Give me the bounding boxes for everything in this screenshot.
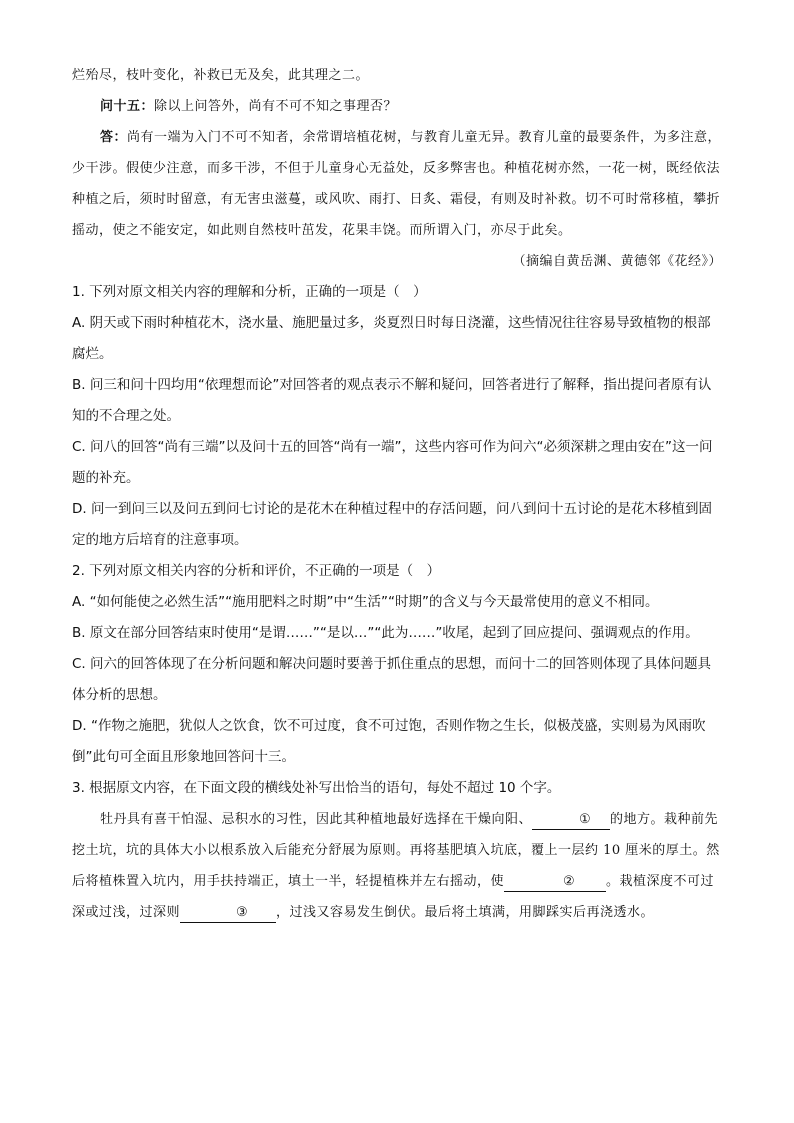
answer-15-text: 尚有一端为入门不可不知者，余常谓培植花树，与教育儿童无异。教育儿童的最要条件，为多注意，少干涉。假使少注意，而多干涉，不但于儿童身心无益处，反多弊害也。种植花树亦然，一花一树，既经依法种植之后，须时时留意，有无害虫滋蔓，或风吹、雨打、日炙、霜侵，有则及时补救。切不可时常移植，攀折摇动，使之不能安定，如此则自然枝叶茁发，花果丰饶。而所谓入门，亦尽于此矣。 xyxy=(72,130,722,238)
option-b: B. 原文在部分回答结束时使用“是谓……”“是以…”“此为……”收尾，起到了回应提问、强调观点的作用。 xyxy=(72,625,699,641)
option-c: C. 问六的回答体现了在分析问题和解决问题时要善于抓住重点的思想，而问十二的回答则体现了具体问题具体分析的思想。 xyxy=(72,656,712,703)
passage-continued-line: 烂殆尽，枝叶变化，补救已无及矣，此其理之二。 xyxy=(72,68,370,83)
source-citation: （摘编自黄岳渊、黄德邻《花经》） xyxy=(512,254,722,269)
document-page xyxy=(72,60,722,928)
fill-text-3: 。栽植深度不可过深或过浅，过深则 xyxy=(72,874,715,920)
question-15 xyxy=(72,91,722,122)
question-stem: 3. 根据原文内容，在下面文段的横线处补写出恰当的语句，每处不超过 10 个字。 xyxy=(72,780,561,796)
blank-2: ② xyxy=(504,873,606,892)
question-3 xyxy=(72,773,722,928)
blank-3: ③ xyxy=(180,904,276,923)
question-1 xyxy=(72,277,722,556)
fill-text-2: 的地方。栽种前先挖土坑，坑的具体大小以根系放入后能充分舒展为原则。再将基肥填入坑底，覆上一层约 10 厘米的厚土。然后将植株置入坑内，用手扶持端正，填土一半，轻提植株并左右摇动，使 xyxy=(72,812,720,889)
question-15-text: 除以上问答外，尚有不可不知之事理否？ xyxy=(154,99,398,114)
fill-text-4: ，过浅又容易发生倒伏。最后将土填满，用脚踩实后再浇透水。 xyxy=(276,905,655,920)
question-stem: 1. 下列对原文相关内容的理解和分析，正确的一项是（ ） xyxy=(72,284,427,300)
question-2 xyxy=(72,556,722,773)
option-a: A. “如何能使之必然生活”“施用肥料之时期”中“生活”“时期”的含义与今天最常使用的意义不相同。 xyxy=(72,594,659,610)
answer-15 xyxy=(72,122,722,246)
option-b: B. 问三和问十四均用“依理想而论”对回答者的观点表示不解和疑问，回答者进行了解释，指出提问者原有认知的不合理之处。 xyxy=(72,377,712,424)
option-a: A. 阴天或下雨时种植花木，浇水量、施肥量过多，炎夏烈日时每日浇灌，这些情况往往容易导致植物的根部腐烂。 xyxy=(72,315,711,362)
blank-1: ① xyxy=(532,811,610,830)
option-c: C. 问八的回答“尚有三端”以及问十五的回答“尚有一端”，这些内容可作为问六“必须深耕之理由安在”这一问题的补充。 xyxy=(72,439,713,486)
question-stem: 2. 下列对原文相关内容的分析和评价，不正确的一项是（ ） xyxy=(72,563,441,579)
answer-15-label: 答： xyxy=(100,130,128,145)
question-15-label: 问十五： xyxy=(100,99,155,114)
option-d: D. “作物之施肥，犹似人之饮食，饮不可过度，食不可过饱，否则作物之生长，似极茂盛，实则易为风雨吹倒”此句可全面且形象地回答问十三。 xyxy=(72,718,706,765)
fill-text-1: 牡丹具有喜干怕湿、忌积水的习性，因此其种植地最好选择在干燥向阳、 xyxy=(100,812,533,827)
fill-in-passage xyxy=(72,804,722,928)
option-d: D. 问一到问三以及问五到问七讨论的是花木在种植过程中的存活问题，问八到问十五讨论的是花木移植到固定的地方后培育的注意事项。 xyxy=(72,501,712,548)
